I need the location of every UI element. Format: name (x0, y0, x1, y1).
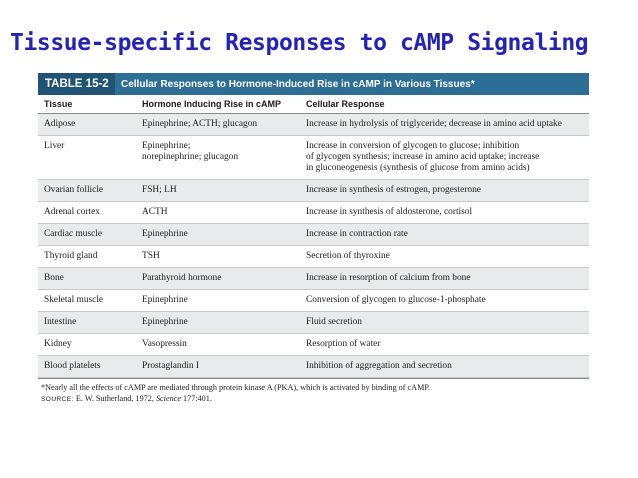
slide-title: Tissue-specific Responses to cAMP Signaling (10, 30, 589, 56)
table-footnote (38, 378, 589, 405)
cell-response-line: of glycogen synthesis; increase in amino acid uptake; increase (306, 152, 540, 162)
cell-tissue: Skeletal muscle (38, 290, 136, 312)
cell-response (300, 334, 589, 356)
cell-hormone-line: Epinephrine (142, 229, 188, 239)
cell-response (300, 246, 589, 268)
cell-response (300, 312, 589, 334)
cell-hormone-line: ACTH (142, 207, 168, 217)
table-row (38, 180, 589, 202)
cell-hormone (136, 312, 300, 334)
cell-tissue: Adipose (38, 114, 136, 136)
table-row (38, 356, 589, 378)
cell-response-line: Increase in synthesis of estrogen, progesterone (306, 185, 481, 195)
cell-tissue: Blood platelets (38, 356, 136, 378)
table-row (38, 246, 589, 268)
cell-response-line: Increase in contraction rate (306, 229, 408, 239)
cell-hormone-line: Vasopressin (142, 339, 187, 349)
cell-hormone (136, 224, 300, 246)
cell-response-line: Secretion of thyroxine (306, 251, 390, 261)
cell-hormone (136, 268, 300, 290)
table-row (38, 136, 589, 180)
cell-response (300, 356, 589, 378)
cell-tissue: Liver (38, 136, 136, 180)
cell-hormone (136, 202, 300, 224)
cell-hormone (136, 180, 300, 202)
footnote-text: *Nearly all the effects of cAMP are mediated through protein kinase A (PKA), which is activated by binding of cAMP. (41, 383, 431, 392)
cell-hormone (136, 246, 300, 268)
column-header-hormone: Hormone Inducing Rise in cAMP (136, 95, 300, 114)
data-table (38, 73, 589, 405)
cell-response-line: Inhibition of aggregation and secretion (306, 361, 452, 371)
cell-response (300, 114, 589, 136)
cell-tissue: Bone (38, 268, 136, 290)
cell-hormone (136, 334, 300, 356)
cell-response-line: Fluid secretion (306, 317, 362, 327)
cell-hormone-line: Epinephrine; ACTH; glucagon (142, 119, 258, 129)
cell-hormone (136, 136, 300, 180)
cell-response (300, 290, 589, 312)
cell-hormone-line: Prostaglandin I (142, 361, 200, 371)
cell-tissue: Ovarian follicle (38, 180, 136, 202)
column-header-tissue: Tissue (38, 95, 136, 114)
cell-response (300, 202, 589, 224)
cell-response-line: Increase in conversion of glycogen to glucose; inhibition (306, 141, 520, 151)
table-caption: Cellular Responses to Hormone-Induced Rise in cAMP in Various Tissues* (121, 78, 475, 90)
source-journal: Science (155, 394, 181, 403)
cell-hormone-line: norepinephrine; glucagon (142, 152, 239, 162)
cell-tissue: Adrenal cortex (38, 202, 136, 224)
table-row (38, 202, 589, 224)
column-header-response: Cellular Response (300, 95, 589, 114)
table-number: TABLE 15-2 (38, 73, 115, 95)
table-row (38, 114, 589, 136)
cell-hormone-line: FSH; LH (142, 185, 177, 195)
table-row (38, 224, 589, 246)
source-author: E. W. Sutherland, 1972, (73, 394, 156, 403)
cell-hormone-line: Epinephrine; (142, 141, 191, 151)
cell-response-line: Increase in synthesis of aldosterone, cortisol (306, 207, 473, 217)
cell-response (300, 224, 589, 246)
cell-hormone (136, 356, 300, 378)
cell-response (300, 268, 589, 290)
table-banner (38, 73, 589, 95)
cell-tissue: Cardiac muscle (38, 224, 136, 246)
table-row (38, 268, 589, 290)
cell-hormone-line: Epinephrine (142, 317, 188, 327)
cell-response-line: Resorption of water (306, 339, 381, 349)
table-body (38, 114, 589, 378)
responses-table (38, 95, 589, 378)
cell-response-line: Increase in hydrolysis of triglyceride; decrease in amino acid uptake (306, 119, 562, 129)
cell-hormone-line: TSH (142, 251, 160, 261)
table-row (38, 334, 589, 356)
table-row (38, 290, 589, 312)
cell-tissue: Kidney (38, 334, 136, 356)
cell-response (300, 136, 589, 180)
source-ref: 177:401. (180, 394, 212, 403)
source-label: SOURCE: (41, 396, 74, 403)
cell-hormone-line: Epinephrine (142, 295, 188, 305)
cell-tissue: Intestine (38, 312, 136, 334)
cell-hormone (136, 290, 300, 312)
cell-response-line: Increase in resorption of calcium from bone (306, 273, 471, 283)
source-citation (41, 393, 589, 405)
cell-response-line: Conversion of glycogen to glucose-1-phosphate (306, 295, 486, 305)
cell-response-line: in gluconeogenesis (synthesis of glucose from amino acids) (306, 163, 530, 173)
header-row (38, 95, 589, 114)
table-row (38, 312, 589, 334)
cell-hormone (136, 114, 300, 136)
cell-hormone-line: Parathyroid hormone (142, 273, 222, 283)
cell-tissue: Thyroid gland (38, 246, 136, 268)
cell-response (300, 180, 589, 202)
